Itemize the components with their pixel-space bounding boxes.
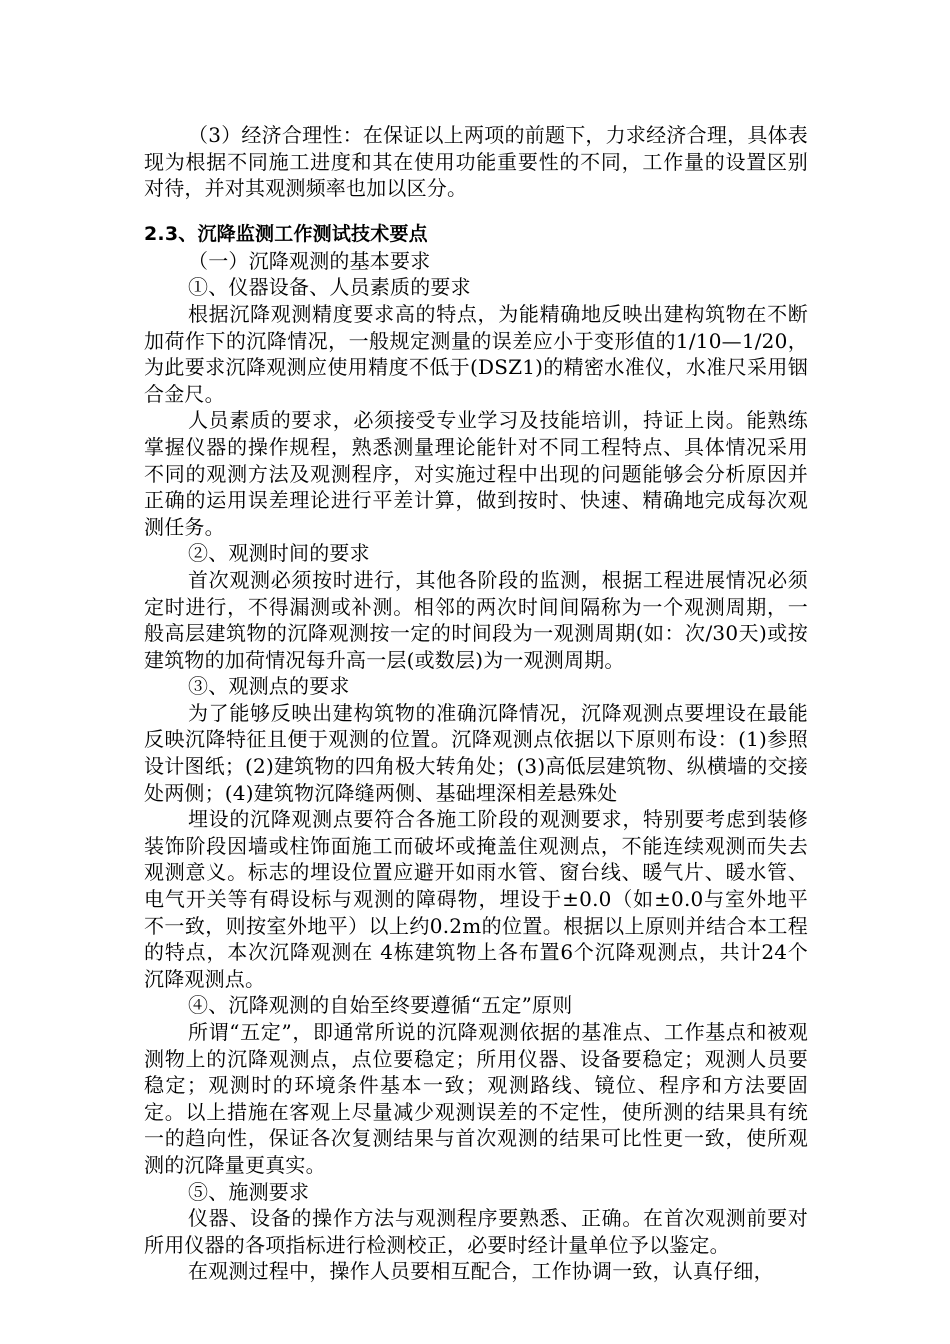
paragraph-instrument-operation: 仪器、设备的操作方法与观测程序要熟悉、正确。在首次观测前要对所用仪器的各项指标进行检测校正，必要时经计量单位予以鉴定。 xyxy=(144,1206,808,1257)
paragraph-point-layout-principles: 为了能够反映出建构筑物的准确沉降情况，沉降观测点要埋设在最能反映沉降特征且便于观测的位置。沉降观测点依据以下原则布设：(1)参照设计图纸；(2)建筑物的四角极大转角处；(3)高低层建筑物、纵横墙的交接处两侧；(4)建筑物沉降缝两侧、基础埋深相差悬殊处 xyxy=(144,700,808,805)
spacer xyxy=(144,202,808,206)
paragraph-observation-process: 在观测过程中，操作人员要相互配合，工作协调一致，认真仔细， xyxy=(188,1259,774,1284)
paragraph-personnel-quality: 人员素质的要求，必须接受专业学习及技能培训，持证上岗。能熟练掌握仪器的操作规程，熟悉测量理论能针对不同工程特点、具体情况采用不同的观测方法及观测程序，对实施过程中出现的问题能够会分析原因并正确的运用误差理论进行平差计算，做到按时、快速、精确地完成每次观测任务。 xyxy=(144,408,808,539)
paragraph-observation-period: 首次观测必须按时进行，其他各阶段的监测，根据工程进展情况必须定时进行，不得漏测或补测。相邻的两次时间间隔称为一个观测周期，一般高层建筑物的沉降观测按一定的时间段为一观测周期(如：次/30天)或按建筑物的加荷情况每升高一层(或数层)为一观测周期。 xyxy=(144,567,808,672)
subheading-basic-requirements: （一）沉降观测的基本要求 xyxy=(188,248,431,273)
section-heading: 2.3、沉降监测工作测试技术要点 xyxy=(144,222,428,245)
item-title-survey-requirements: ⑤、施测要求 xyxy=(188,1179,310,1204)
item-title-observation-time: ②、观测时间的要求 xyxy=(188,541,370,566)
item-title-five-fixed-principle: ④、沉降观测的自始至终要遵循“五定”原则 xyxy=(188,993,573,1018)
paragraph-point-embedding: 埋设的沉降观测点要符合各施工阶段的观测要求，特别要考虑到装修装饰阶段因墙或柱饰面施工而破坏或掩盖住观测点，不能连续观测而失去观测意义。标志的埋设位置应避开如雨水管、窗台线、暖气片、暖水管、电气开关等有碍设标与观测的障碍物，埋设于±0.0（如±0.0与室外地平不一致，则按室外地平）以上约0.2m的位置。根据以上原则并结合本工程的特点，本次沉降观测在 4栋建筑物上各布置6个沉降观测点，共计24个沉降观测点。 xyxy=(144,807,808,991)
paragraph-economic-rationality: （3）经济合理性：在保证以上两项的前题下，力求经济合理，具体表现为根据不同施工进度和其在使用功能重要性的不同，工作量的设置区别对待，并对其观测频率也加以区分。 xyxy=(144,123,808,201)
document-page xyxy=(144,122,808,1285)
paragraph-instrument-precision: 根据沉降观测精度要求高的特点，为能精确地反映出建构筑物在不断加荷作下的沉降情况，一般规定测量的误差应小于变形值的1/10—1/20，为此要求沉降观测应使用精度不低于(DSZ1)的精密水准仪，水准尺采用铟合金尺。 xyxy=(144,301,808,406)
paragraph-five-fixed: 所谓“五定”，即通常所说的沉降观测依据的基准点、工作基点和被观测物上的沉降观测点，点位要稳定；所用仪器、设备要稳定；观测人员要稳定；观测时的环境条件基本一致；观测路线、镜位、程序和方法要固定。以上措施在客观上尽量减少观测误差的不定性，使所测的结果具有统一的趋向性，保证各次复测结果与首次观测的结果可比性更一致，使所观测的沉降量更真实。 xyxy=(144,1020,808,1177)
item-title-observation-points: ③、观测点的要求 xyxy=(188,674,350,699)
item-title-instruments-personnel: ①、仪器设备、人员素质的要求 xyxy=(188,275,471,300)
